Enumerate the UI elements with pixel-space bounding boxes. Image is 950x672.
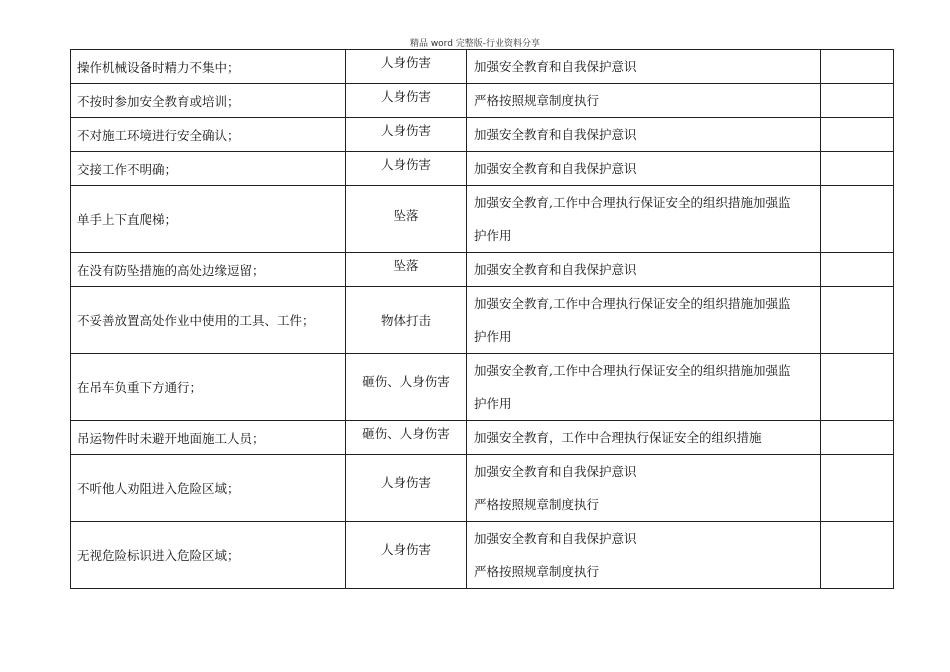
table-row bbox=[71, 287, 894, 354]
table-row bbox=[71, 522, 894, 589]
measure-line: 严格按照规章制度执行 bbox=[474, 564, 600, 579]
measure-line: 加强安全教育和自我保护意识 bbox=[474, 59, 637, 74]
consequence-text: 砸伤、人身伤害 bbox=[362, 426, 450, 441]
measure-line: 加强安全教育和自我保护意识 bbox=[474, 161, 637, 176]
measure-line: 加强安全教育和自我保护意识 bbox=[474, 262, 637, 277]
measures-cell bbox=[467, 354, 821, 421]
measures-cell bbox=[467, 186, 821, 253]
consequence-cell bbox=[346, 421, 467, 455]
consequence-cell bbox=[346, 50, 467, 84]
page-header: 精品 word 完整版-行业资料分享 bbox=[409, 39, 541, 49]
measures-cell bbox=[467, 421, 821, 455]
empty-cell bbox=[821, 421, 894, 455]
consequence-text: 人身伤害 bbox=[380, 89, 431, 104]
hazard-cell: 交接工作不明确； bbox=[71, 152, 346, 186]
consequence-text: 物体打击 bbox=[380, 313, 431, 328]
table-row bbox=[71, 118, 894, 152]
hazard-cell: 不妥善放置高处作业中使用的工具、工件； bbox=[71, 287, 346, 354]
consequence-text: 人身伤害 bbox=[380, 123, 431, 138]
hazard-cell: 不听他人劝阻进入危险区域； bbox=[71, 455, 346, 522]
measure-line: 严格按照规章制度执行 bbox=[474, 497, 600, 512]
measures-cell bbox=[467, 253, 821, 287]
consequence-text: 坠落 bbox=[393, 208, 419, 223]
table-row bbox=[71, 84, 894, 118]
consequence-text: 人身伤害 bbox=[380, 475, 431, 490]
consequence-cell bbox=[346, 186, 467, 253]
consequence-cell bbox=[346, 354, 467, 421]
table-row bbox=[71, 253, 894, 287]
measure-line: 加强安全教育,工作中合理执行保证安全的组织措施加强监 bbox=[474, 195, 791, 210]
consequence-text: 砸伤、人身伤害 bbox=[362, 374, 450, 389]
empty-cell bbox=[821, 253, 894, 287]
measure-line: 加强安全教育和自我保护意识 bbox=[474, 127, 637, 142]
measures-cell bbox=[467, 84, 821, 118]
consequence-cell bbox=[346, 152, 467, 186]
hazard-cell: 吊运物件时未避开地面施工人员； bbox=[71, 421, 346, 455]
hazard-cell: 不对施工环境进行安全确认； bbox=[71, 118, 346, 152]
hazard-cell: 在没有防坠措施的高处边缘逗留； bbox=[71, 253, 346, 287]
consequence-cell bbox=[346, 455, 467, 522]
empty-cell bbox=[821, 455, 894, 522]
measures-cell bbox=[467, 50, 821, 84]
hazard-cell: 不按时参加安全教育或培训； bbox=[71, 84, 346, 118]
consequence-cell bbox=[346, 118, 467, 152]
risk-table bbox=[70, 49, 894, 589]
empty-cell bbox=[821, 186, 894, 253]
table-row bbox=[71, 50, 894, 84]
hazard-cell: 操作机械设备时精力不集中； bbox=[71, 50, 346, 84]
measures-cell bbox=[467, 118, 821, 152]
consequence-text: 人身伤害 bbox=[380, 55, 431, 70]
consequence-cell bbox=[346, 522, 467, 589]
hazard-cell: 无视危险标识进入危险区域； bbox=[71, 522, 346, 589]
measures-cell bbox=[467, 455, 821, 522]
consequence-text: 坠落 bbox=[393, 258, 419, 273]
consequence-cell bbox=[346, 84, 467, 118]
measures-cell bbox=[467, 287, 821, 354]
measure-line: 加强安全教育,工作中合理执行保证安全的组织措施加强监 bbox=[474, 296, 791, 311]
measure-line: 严格按照规章制度执行 bbox=[474, 93, 600, 108]
measure-line: 加强安全教育和自我保护意识 bbox=[474, 464, 637, 479]
measures-cell bbox=[467, 152, 821, 186]
consequence-cell bbox=[346, 287, 467, 354]
hazard-cell: 在吊车负重下方通行； bbox=[71, 354, 346, 421]
table-row bbox=[71, 455, 894, 522]
empty-cell bbox=[821, 118, 894, 152]
measure-line: 加强安全教育,工作中合理执行保证安全的组织措施加强监 bbox=[474, 363, 791, 378]
measure-line: 护作用 bbox=[474, 396, 512, 411]
empty-cell bbox=[821, 354, 894, 421]
table-row bbox=[71, 421, 894, 455]
hazard-cell: 单手上下直爬梯； bbox=[71, 186, 346, 253]
table-row bbox=[71, 152, 894, 186]
measures-cell bbox=[467, 522, 821, 589]
empty-cell bbox=[821, 152, 894, 186]
measure-line: 护作用 bbox=[474, 228, 512, 243]
consequence-text: 人身伤害 bbox=[380, 542, 431, 557]
measure-line: 护作用 bbox=[474, 329, 512, 344]
empty-cell bbox=[821, 50, 894, 84]
consequence-cell bbox=[346, 253, 467, 287]
consequence-text: 人身伤害 bbox=[380, 157, 431, 172]
empty-cell bbox=[821, 84, 894, 118]
table-row bbox=[71, 354, 894, 421]
empty-cell bbox=[821, 287, 894, 354]
measure-line: 加强安全教育，工作中合理执行保证安全的组织措施 bbox=[474, 430, 762, 445]
empty-cell bbox=[821, 522, 894, 589]
table-row bbox=[71, 186, 894, 253]
measure-line: 加强安全教育和自我保护意识 bbox=[474, 531, 637, 546]
